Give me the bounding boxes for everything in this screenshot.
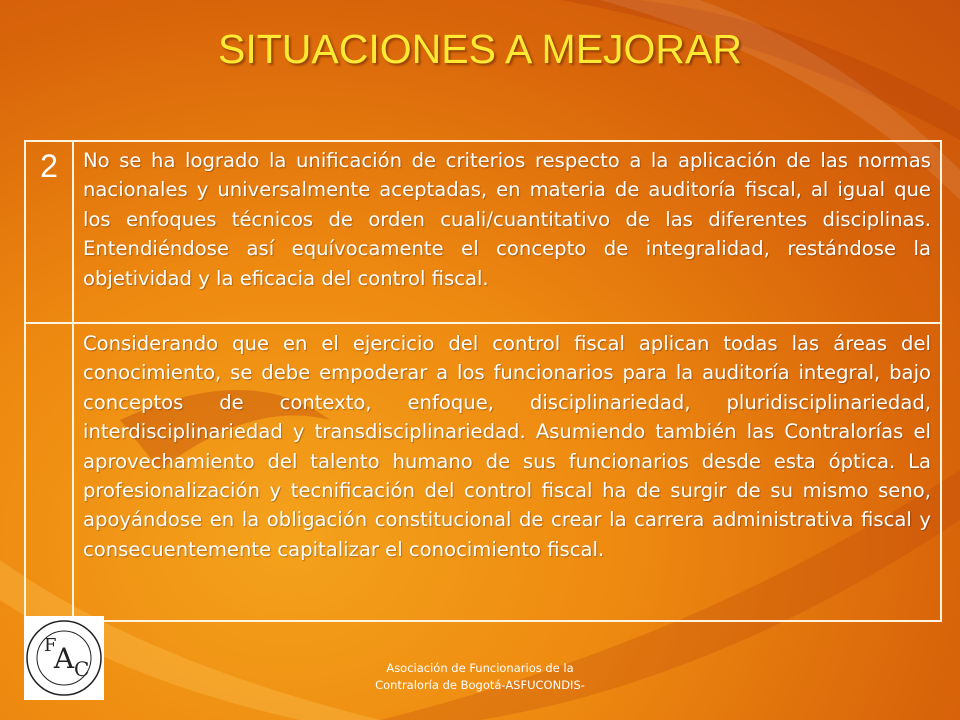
- logo-letters: A: [53, 642, 75, 675]
- footer-line-2: Contraloría de Bogotá-ASFUCONDIS-: [375, 678, 585, 692]
- footer: [300, 660, 660, 694]
- svg-text:F: F: [44, 635, 57, 656]
- slide-title: SITUACIONES A MEJORAR: [218, 26, 742, 72]
- asfucondis-logo: [24, 616, 104, 700]
- paragraph-problem: No se ha logrado la unificación de criterios respecto a la aplicación de las normas nacionales y universalmente aceptadas, en materia de auditoría fiscal, al igual que los enfoques técnicos de orden cuali/cuantitativo de las diferentes disciplinas. Entendiéndose así equívocamente el concepto de integralidad, restándose la objetividad y la eficacia del control fiscal.: [83, 149, 931, 290]
- item-number: 2: [40, 148, 58, 184]
- table-column-divider: [72, 140, 74, 622]
- footer-line-1: Asociación de Funcionarios de la: [386, 661, 574, 675]
- table-row-divider: [24, 322, 942, 324]
- svg-text:C: C: [74, 657, 90, 681]
- paragraph-proposal: Considerando que en el ejercicio del control fiscal aplican todas las áreas del conocimiento, se debe empoderar a los funcionarios para la auditoría integral, bajo conceptos de contexto, enfoque, disciplinariedad, pluridisciplinariedad, interdisciplinariedad y transdisciplinariedad. Asumiendo también las Contralorías el aprovechamiento del talento humano de sus funcionarios desde esta óptica. La profesionalización y tecnificación del control fiscal ha de surgir de su mismo seno, apoyándose en la obligación constitucional de crear la carrera administrativa fiscal y consecuentemente capitalizar el conocimiento fiscal.: [83, 332, 931, 561]
